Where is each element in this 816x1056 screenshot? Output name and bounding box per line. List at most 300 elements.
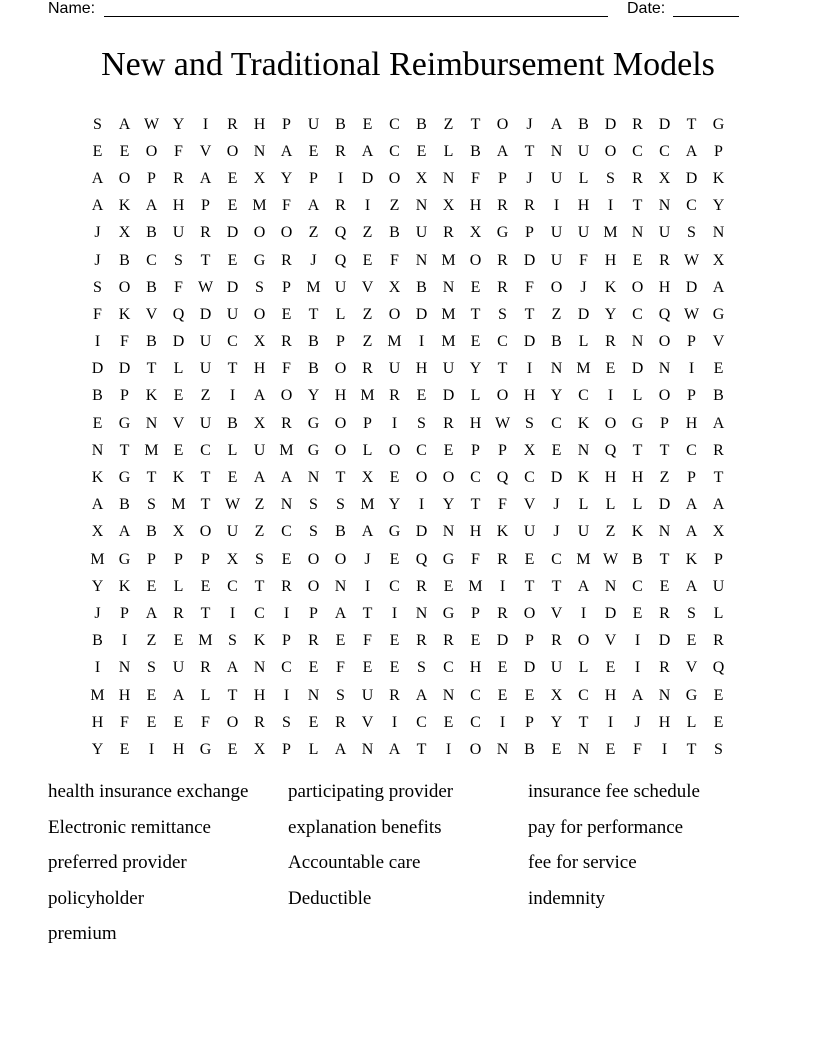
- grid-letter: L: [686, 713, 697, 731]
- grid-letter: N: [577, 740, 590, 758]
- grid-letter: Y: [550, 713, 563, 731]
- word-bank-item: policyholder: [48, 887, 145, 909]
- grid-letter: D: [604, 604, 617, 622]
- grid-letter: D: [226, 278, 239, 296]
- grid-letter: P: [309, 169, 318, 187]
- grid-letter: B: [146, 333, 157, 351]
- grid-letter: B: [119, 496, 130, 514]
- grid-letter: M: [441, 251, 456, 269]
- grid-letter: N: [496, 740, 509, 758]
- grid-letter: J: [310, 251, 317, 269]
- grid-letter: Y: [604, 305, 617, 323]
- grid-letter: E: [713, 360, 724, 378]
- grid-letter: U: [712, 577, 725, 595]
- grid-letter: U: [550, 224, 563, 242]
- grid-letter: K: [145, 387, 158, 405]
- grid-letter: H: [253, 686, 266, 704]
- grid-letter: C: [659, 142, 670, 160]
- grid-letter: O: [469, 740, 482, 758]
- grid-letter: O: [496, 387, 509, 405]
- grid-letter: V: [712, 333, 725, 351]
- grid-letter: S: [147, 659, 156, 677]
- grid-letter: E: [416, 387, 427, 405]
- grid-letter: S: [282, 713, 291, 731]
- grid-letter: R: [497, 550, 508, 568]
- grid-letter: L: [632, 496, 643, 514]
- grid-letter: M: [387, 333, 402, 351]
- grid-letter: M: [360, 496, 375, 514]
- grid-letter: G: [253, 251, 266, 269]
- grid-letter: E: [308, 142, 319, 160]
- grid-letter: H: [469, 659, 482, 677]
- grid-letter: Z: [254, 523, 265, 541]
- grid-letter: U: [199, 333, 212, 351]
- grid-letter: J: [364, 550, 371, 568]
- grid-letter: C: [389, 115, 400, 133]
- grid-letter: K: [604, 278, 617, 296]
- grid-letter: E: [227, 740, 238, 758]
- grid-letter: L: [308, 740, 319, 758]
- grid-letter: F: [282, 197, 291, 215]
- grid-letter: U: [199, 414, 212, 432]
- grid-letter: J: [526, 115, 533, 133]
- grid-letter: S: [498, 305, 507, 323]
- grid-letter: G: [118, 414, 131, 432]
- grid-letter: V: [361, 713, 374, 731]
- grid-letter: R: [200, 224, 211, 242]
- grid-letter: E: [146, 577, 157, 595]
- grid-letter: D: [199, 305, 212, 323]
- grid-letter: O: [658, 333, 671, 351]
- grid-letter: E: [443, 713, 454, 731]
- grid-letter: A: [415, 686, 428, 704]
- grid-letter: H: [469, 197, 482, 215]
- grid-letter: O: [631, 278, 644, 296]
- grid-letter: I: [391, 414, 398, 432]
- date-label: Date:: [627, 0, 666, 17]
- grid-letter: N: [415, 251, 428, 269]
- grid-letter: X: [712, 523, 725, 541]
- grid-letter: U: [172, 224, 185, 242]
- grid-letter: T: [362, 604, 373, 622]
- grid-letter: U: [226, 523, 239, 541]
- grid-letter: R: [551, 632, 562, 650]
- grid-letter: X: [226, 550, 239, 568]
- word-bank-item: fee for service: [528, 852, 637, 873]
- grid-letter: K: [496, 523, 509, 541]
- grid-letter: T: [524, 142, 535, 160]
- grid-letter: C: [227, 333, 238, 351]
- grid-letter: P: [282, 740, 291, 758]
- grid-letter: S: [309, 523, 318, 541]
- grid-letter: I: [607, 387, 614, 405]
- grid-letter: R: [443, 632, 454, 650]
- grid-letter: E: [173, 632, 184, 650]
- grid-letter: I: [607, 197, 614, 215]
- grid-letter: E: [146, 686, 157, 704]
- grid-letter: U: [334, 278, 347, 296]
- grid-letter: P: [120, 604, 129, 622]
- grid-letter: E: [92, 414, 103, 432]
- grid-letter: H: [415, 360, 428, 378]
- grid-letter: E: [659, 577, 670, 595]
- grid-letter: C: [686, 197, 697, 215]
- grid-letter: K: [91, 469, 104, 487]
- grid-letter: P: [336, 333, 345, 351]
- grid-letter: O: [388, 305, 401, 323]
- grid-letter: G: [442, 604, 455, 622]
- grid-letter: A: [334, 740, 347, 758]
- grid-letter: A: [361, 142, 374, 160]
- grid-letter: R: [281, 414, 292, 432]
- grid-letter: T: [686, 740, 697, 758]
- grid-letter: S: [309, 496, 318, 514]
- grid-letter: P: [201, 550, 210, 568]
- grid-letter: P: [687, 333, 696, 351]
- grid-letter: O: [253, 305, 266, 323]
- grid-letter: H: [523, 387, 536, 405]
- grid-letter: T: [686, 115, 697, 133]
- grid-letter: K: [253, 632, 266, 650]
- grid-letter: H: [253, 360, 266, 378]
- grid-letter: X: [712, 251, 725, 269]
- grid-letter: V: [199, 142, 212, 160]
- grid-letter: U: [550, 659, 563, 677]
- grid-letter: E: [308, 659, 319, 677]
- grid-letter: I: [94, 333, 101, 351]
- grid-letter: H: [604, 469, 617, 487]
- grid-letter: H: [631, 469, 644, 487]
- grid-letter: O: [550, 278, 563, 296]
- grid-letter: D: [361, 169, 374, 187]
- grid-letter: A: [91, 496, 104, 514]
- grid-letter: C: [470, 469, 481, 487]
- grid-letter: A: [631, 686, 644, 704]
- grid-letter: P: [687, 469, 696, 487]
- grid-letter: Y: [388, 496, 401, 514]
- grid-letter: L: [335, 305, 346, 323]
- grid-letter: G: [712, 115, 725, 133]
- grid-letter: U: [577, 142, 590, 160]
- grid-letter: E: [605, 740, 616, 758]
- grid-letter: S: [714, 740, 723, 758]
- grid-letter: V: [604, 632, 617, 650]
- grid-letter: V: [523, 496, 536, 514]
- grid-letter: X: [253, 169, 266, 187]
- grid-letter: D: [118, 360, 131, 378]
- grid-letter: X: [172, 523, 185, 541]
- grid-letter: D: [91, 360, 104, 378]
- grid-letter: S: [255, 550, 264, 568]
- grid-letter: P: [282, 115, 291, 133]
- grid-letter: H: [334, 387, 347, 405]
- grid-letter: E: [335, 632, 346, 650]
- grid-letter: Z: [551, 305, 562, 323]
- grid-letter: X: [253, 333, 266, 351]
- grid-letter: L: [200, 686, 211, 704]
- grid-letter: F: [120, 713, 129, 731]
- grid-letter: O: [280, 224, 293, 242]
- grid-letter: P: [714, 550, 723, 568]
- grid-letter: C: [632, 142, 643, 160]
- grid-letter: E: [227, 169, 238, 187]
- grid-letter: H: [577, 197, 590, 215]
- grid-letter: N: [307, 686, 320, 704]
- grid-letter: F: [174, 278, 183, 296]
- grid-letter: M: [468, 577, 483, 595]
- grid-letter: S: [417, 659, 426, 677]
- grid-letter: B: [713, 387, 724, 405]
- grid-letter: Y: [469, 360, 482, 378]
- grid-letter: U: [550, 169, 563, 187]
- grid-letter: I: [364, 197, 371, 215]
- grid-letter: S: [336, 686, 345, 704]
- word-bank: [48, 778, 768, 956]
- grid-letter: E: [470, 333, 481, 351]
- grid-letter: U: [307, 115, 320, 133]
- grid-letter: S: [255, 278, 264, 296]
- grid-letter: I: [94, 659, 101, 677]
- grid-letter: N: [145, 414, 158, 432]
- grid-letter: X: [658, 169, 671, 187]
- grid-letter: F: [282, 360, 291, 378]
- grid-letter: B: [227, 414, 238, 432]
- grid-letter: B: [335, 115, 346, 133]
- grid-letter: C: [632, 577, 643, 595]
- grid-letter: Z: [308, 224, 319, 242]
- grid-letter: O: [604, 142, 617, 160]
- grid-letter: Z: [254, 496, 265, 514]
- grid-letter: S: [228, 632, 237, 650]
- grid-letter: M: [279, 441, 294, 459]
- grid-letter: F: [471, 550, 480, 568]
- grid-letter: N: [415, 604, 428, 622]
- grid-letter: H: [685, 414, 698, 432]
- grid-letter: N: [658, 197, 671, 215]
- grid-letter: R: [713, 441, 724, 459]
- grid-letter: S: [606, 169, 615, 187]
- grid-letter: L: [578, 659, 589, 677]
- grid-letter: T: [659, 441, 670, 459]
- grid-letter: A: [280, 469, 293, 487]
- grid-letter: B: [551, 333, 562, 351]
- grid-letter: Q: [172, 305, 185, 323]
- grid-letter: A: [118, 115, 131, 133]
- grid-letter: I: [553, 197, 560, 215]
- grid-letter: C: [578, 387, 589, 405]
- grid-letter: E: [416, 142, 427, 160]
- grid-letter: C: [281, 523, 292, 541]
- grid-letter: B: [335, 523, 346, 541]
- grid-letter: A: [307, 197, 320, 215]
- grid-letter: F: [120, 333, 129, 351]
- grid-letter: R: [497, 604, 508, 622]
- grid-letter: I: [526, 360, 533, 378]
- grid-letter: M: [198, 632, 213, 650]
- grid-letter: K: [577, 414, 590, 432]
- grid-letter: O: [658, 387, 671, 405]
- grid-letter: Q: [712, 659, 725, 677]
- grid-letter: Z: [443, 115, 454, 133]
- grid-letter: E: [119, 142, 130, 160]
- grid-letter: W: [683, 305, 700, 323]
- grid-letter: I: [445, 740, 452, 758]
- grid-letter: K: [118, 197, 131, 215]
- grid-letter: O: [415, 469, 428, 487]
- grid-letter: I: [202, 115, 209, 133]
- grid-letter: P: [282, 278, 291, 296]
- grid-letter: P: [363, 414, 372, 432]
- grid-letter: J: [94, 604, 101, 622]
- grid-letter: B: [92, 387, 103, 405]
- grid-letter: B: [416, 278, 427, 296]
- grid-letter: V: [361, 278, 374, 296]
- grid-letter: S: [147, 496, 156, 514]
- grid-letter: I: [688, 360, 695, 378]
- grid-letter: Y: [172, 115, 185, 133]
- grid-letter: L: [362, 441, 373, 459]
- grid-letter: F: [633, 740, 642, 758]
- grid-letter: D: [685, 169, 698, 187]
- grid-letter: T: [146, 469, 157, 487]
- grid-letter: P: [309, 604, 318, 622]
- grid-letter: T: [713, 469, 724, 487]
- grid-letter: Q: [496, 469, 509, 487]
- grid-letter: O: [307, 577, 320, 595]
- grid-letter: O: [496, 115, 509, 133]
- grid-letter: A: [496, 142, 509, 160]
- grid-letter: E: [362, 115, 373, 133]
- grid-letter: L: [578, 169, 589, 187]
- grid-letter: Z: [146, 632, 157, 650]
- grid-letter: Y: [712, 197, 725, 215]
- grid-letter: E: [119, 740, 130, 758]
- grid-letter: E: [605, 659, 616, 677]
- grid-letter: L: [632, 387, 643, 405]
- grid-letter: I: [580, 604, 587, 622]
- grid-letter: N: [442, 686, 455, 704]
- grid-letter: X: [361, 469, 374, 487]
- grid-letter: A: [280, 142, 293, 160]
- grid-letter: C: [227, 577, 238, 595]
- grid-letter: C: [389, 142, 400, 160]
- grid-letter: M: [576, 360, 591, 378]
- grid-letter: B: [470, 142, 481, 160]
- grid-letter: V: [172, 414, 185, 432]
- grid-letter: E: [551, 441, 562, 459]
- grid-letter: M: [306, 278, 321, 296]
- name-field-line[interactable]: [104, 0, 608, 17]
- grid-letter: R: [389, 387, 400, 405]
- grid-letter: S: [525, 414, 534, 432]
- grid-letter: L: [173, 577, 184, 595]
- grid-letter: G: [712, 305, 725, 323]
- grid-letter: L: [578, 333, 589, 351]
- grid-letter: P: [498, 441, 507, 459]
- word-bank-item: indemnity: [528, 887, 606, 909]
- grid-letter: Z: [605, 523, 616, 541]
- grid-letter: B: [389, 224, 400, 242]
- grid-letter: Q: [334, 251, 347, 269]
- grid-letter: O: [523, 604, 536, 622]
- grid-letter: I: [391, 604, 398, 622]
- grid-letter: F: [336, 659, 345, 677]
- grid-letter: O: [604, 414, 617, 432]
- date-field-line[interactable]: [673, 0, 739, 17]
- grid-letter: N: [442, 169, 455, 187]
- grid-letter: C: [551, 550, 562, 568]
- grid-letter: H: [469, 523, 482, 541]
- grid-letter: B: [146, 224, 157, 242]
- grid-letter: E: [362, 659, 373, 677]
- grid-letter: Y: [307, 387, 320, 405]
- grid-letter: A: [712, 414, 725, 432]
- grid-letter: R: [443, 224, 454, 242]
- grid-letter: A: [685, 142, 698, 160]
- grid-letter: R: [389, 686, 400, 704]
- grid-letter: A: [361, 523, 374, 541]
- grid-letter: E: [227, 197, 238, 215]
- grid-letter: R: [497, 251, 508, 269]
- grid-letter: N: [658, 686, 671, 704]
- grid-letter: A: [253, 469, 266, 487]
- grid-letter: D: [523, 251, 536, 269]
- grid-letter: J: [553, 496, 560, 514]
- grid-letter: L: [578, 496, 589, 514]
- grid-letter: T: [524, 305, 535, 323]
- grid-letter: E: [632, 251, 643, 269]
- grid-letter: G: [307, 441, 320, 459]
- page-title: New and Traditional Reimbursement Models: [101, 46, 715, 83]
- grid-letter: E: [173, 441, 184, 459]
- grid-letter: R: [416, 577, 427, 595]
- grid-letter: E: [308, 713, 319, 731]
- grid-letter: O: [388, 169, 401, 187]
- grid-letter: A: [685, 496, 698, 514]
- grid-letter: B: [146, 278, 157, 296]
- grid-letter: Z: [389, 197, 400, 215]
- grid-letter: A: [388, 740, 401, 758]
- grid-letter: E: [281, 305, 292, 323]
- grid-letter: R: [443, 414, 454, 432]
- grid-letter: N: [712, 224, 725, 242]
- grid-letter: E: [713, 686, 724, 704]
- grid-letter: E: [227, 251, 238, 269]
- grid-letter: O: [145, 142, 158, 160]
- grid-letter: N: [280, 496, 293, 514]
- grid-letter: E: [443, 441, 454, 459]
- grid-letter: R: [335, 197, 346, 215]
- grid-letter: F: [93, 305, 102, 323]
- grid-letter: U: [388, 360, 401, 378]
- grid-letter: O: [226, 713, 239, 731]
- grid-letter: L: [605, 496, 616, 514]
- grid-letter: A: [712, 278, 725, 296]
- grid-letter: P: [525, 632, 534, 650]
- grid-letter: R: [416, 632, 427, 650]
- grid-letter: H: [469, 414, 482, 432]
- grid-letter: K: [118, 305, 131, 323]
- grid-letter: Y: [442, 496, 455, 514]
- grid-letter: Y: [91, 740, 104, 758]
- grid-letter: E: [173, 387, 184, 405]
- grid-letter: E: [92, 142, 103, 160]
- grid-letter: O: [577, 632, 590, 650]
- grid-letter: I: [499, 577, 506, 595]
- grid-letter: X: [253, 414, 266, 432]
- grid-letter: R: [524, 197, 535, 215]
- grid-letter: O: [388, 441, 401, 459]
